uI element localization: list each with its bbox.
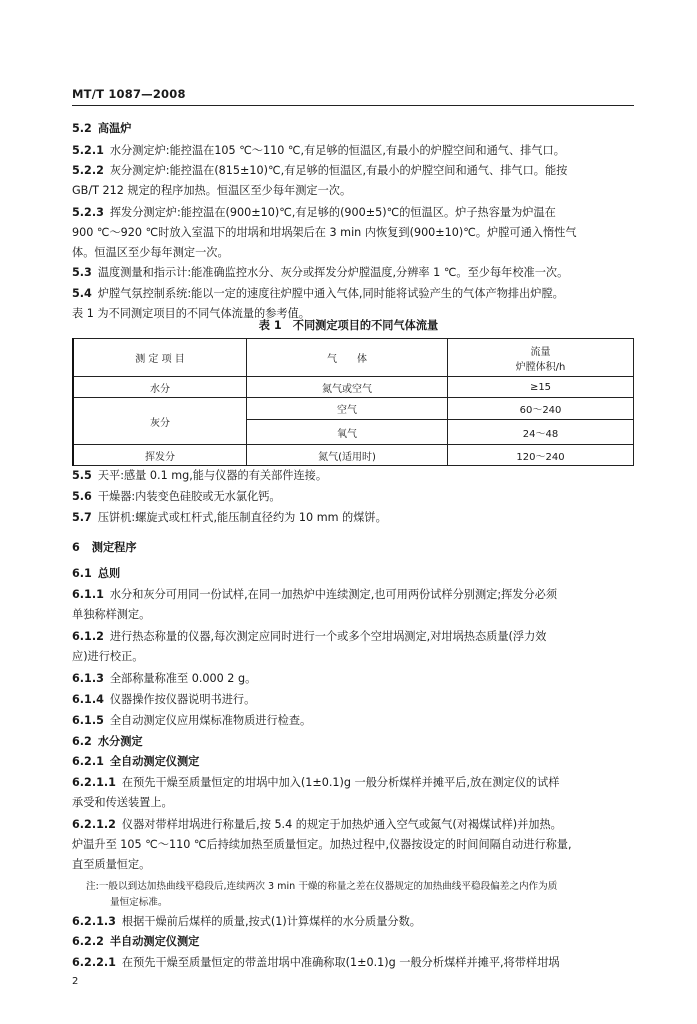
clause-5-6 bbox=[72, 487, 634, 507]
clause-5-2-3 bbox=[72, 203, 634, 223]
clause-5-4-line2: 表 1 为不同测定项目的不同气体流量的参考值。 bbox=[72, 307, 310, 320]
clause-5-5 bbox=[72, 466, 634, 486]
header-gas: 气 体 bbox=[247, 339, 448, 377]
clause-5-7 bbox=[72, 508, 634, 528]
clause-text: 全自动测定仪应用煤标准物质进行检查。 bbox=[109, 714, 312, 727]
clause-6-1-2 bbox=[72, 627, 634, 647]
section-title: 高温炉 bbox=[97, 122, 132, 135]
section-6 bbox=[72, 538, 634, 558]
clause-number: 6.2.1.2 bbox=[72, 818, 116, 831]
clause-text: 水分测定炉:能控温在105 ℃～110 ℃,有足够的恒温区,有最小的炉膛空间和通气、排气口。 bbox=[109, 144, 565, 157]
clause-6-1-5 bbox=[72, 711, 634, 731]
clause-number: 5.4 bbox=[72, 287, 92, 300]
clause-number: 5.7 bbox=[72, 511, 92, 524]
clause-text: 水分和灰分可用同一份试样,在同一加热炉中连续测定,也可用两份试样分别测定;挥发分必须 bbox=[109, 588, 558, 601]
table-header-row bbox=[73, 339, 634, 377]
clause-number: 5.2.1 bbox=[72, 144, 104, 157]
clause-text: 全部称量称准至 0.000 2 g。 bbox=[109, 672, 257, 685]
clause-text: 温度测量和指示计:能准确监控水分、灰分或挥发分炉膛温度,分辨率 1 ℃。至少每年校准一次。 bbox=[97, 266, 569, 279]
section-6-2-2 bbox=[72, 932, 634, 952]
clause-number: 5.6 bbox=[72, 490, 92, 503]
clause-text: 在预先干燥至质量恒定的带盖坩埚中准确称取(1±0.1)g 一般分析煤样并摊平,将带样坩埚 bbox=[121, 956, 560, 969]
clause-6-1-4 bbox=[72, 690, 634, 710]
page-number: 2 bbox=[72, 976, 79, 987]
clause-6-1-1-line2: 单独称样测定。 bbox=[72, 608, 151, 621]
row-flow: 24～48 bbox=[448, 420, 634, 445]
clause-text: 天平:感量 0.1 mg,能与仪器的有关部件连接。 bbox=[97, 469, 328, 482]
clause-number: 6.2.2.1 bbox=[72, 956, 116, 969]
clause-5-2-3-line2: 900 ℃～920 ℃时放入室温下的坩埚和坩埚架后在 3 min 内恢复到(900±10)℃。炉膛可通入惰性气 bbox=[72, 226, 577, 239]
clause-6-1-2-line2: 应)进行校正。 bbox=[72, 650, 144, 663]
row-flow: 60～240 bbox=[448, 398, 634, 420]
section-title: 半自动测定仪测定 bbox=[109, 935, 200, 948]
row-gas: 氮气(适用时) bbox=[247, 445, 448, 466]
clause-number: 5.5 bbox=[72, 469, 92, 482]
clause-5-2-1 bbox=[72, 141, 634, 161]
clause-text: 仪器对带样坩埚进行称量后,按 5.4 的规定于加热炉通入空气或氮气(对褐煤试样)并加热。 bbox=[121, 818, 562, 831]
table-caption: 表 1 不同测定项目的不同气体流量 bbox=[258, 319, 439, 332]
clause-5-4 bbox=[72, 284, 634, 304]
clause-6-2-1-2 bbox=[72, 815, 634, 835]
table-row bbox=[73, 398, 634, 420]
header-item: 测 定 项 目 bbox=[73, 339, 247, 377]
section-title: 水分测定 bbox=[97, 735, 143, 748]
note-line1: 注:一般以到达加热曲线平稳段后,连续两次 3 min 干燥的称量之差在仪器规定的加热曲线平稳段偏差之内作为质 bbox=[86, 881, 558, 892]
clause-text: 进行热态称量的仪器,每次测定应同时进行一个或多个空坩埚测定,对坩埚热态质量(浮力效 bbox=[109, 630, 547, 643]
section-6-2 bbox=[72, 732, 634, 752]
clause-text: 炉膛气氛控制系统:能以一定的速度往炉膛中通入气体,同时能将试验产生的气体产物排出炉膛。 bbox=[97, 287, 564, 300]
gas-flow-table bbox=[72, 338, 634, 466]
clause-number: 6.1.5 bbox=[72, 714, 104, 727]
clause-number: 5.2.2 bbox=[72, 164, 104, 177]
header-flow bbox=[448, 339, 634, 377]
clause-6-2-1-3 bbox=[72, 912, 634, 932]
section-title: 全自动测定仪测定 bbox=[109, 755, 200, 768]
clause-5-2-2-line2: GB/T 212 规定的程序加热。恒温区至少每年测定一次。 bbox=[72, 184, 352, 197]
section-6-2-1 bbox=[72, 752, 634, 772]
section-number: 6.2.2 bbox=[72, 935, 104, 948]
clause-text: 干燥器:内装变色硅胶或无水氯化钙。 bbox=[97, 490, 281, 503]
clause-number: 5.3 bbox=[72, 266, 92, 279]
clause-6-2-1-1 bbox=[72, 773, 634, 793]
row-gas: 氧气 bbox=[247, 420, 448, 445]
table-row bbox=[73, 445, 634, 466]
header-rule bbox=[72, 105, 634, 106]
section-number: 5.2 bbox=[72, 122, 92, 135]
header-flow-line2: 炉膛体积/h bbox=[515, 361, 566, 373]
note-line2: 量恒定标准。 bbox=[110, 897, 168, 908]
standard-code: MT/T 1087—2008 bbox=[72, 87, 186, 101]
clause-number: 6.1.1 bbox=[72, 588, 104, 601]
row-item: 挥发分 bbox=[73, 445, 247, 466]
clause-text: 仪器操作按仪器说明书进行。 bbox=[109, 693, 256, 706]
clause-number: 6.1.2 bbox=[72, 630, 104, 643]
clause-6-1-3 bbox=[72, 669, 634, 689]
section-number: 6.1 bbox=[72, 567, 92, 580]
clause-text: 在预先干燥至质量恒定的坩埚中加入(1±0.1)g 一般分析煤样并摊平后,放在测定仪的试样 bbox=[121, 776, 560, 789]
row-gas: 氮气或空气 bbox=[247, 377, 448, 398]
clause-6-2-2-1 bbox=[72, 953, 634, 973]
row-gas: 空气 bbox=[247, 398, 448, 420]
row-flow: 120～240 bbox=[448, 445, 634, 466]
clause-5-3 bbox=[72, 263, 634, 283]
section-title: 测定程序 bbox=[91, 541, 137, 554]
section-6-1 bbox=[72, 564, 634, 584]
clause-number: 6.1.4 bbox=[72, 693, 104, 706]
clause-6-2-1-2-line2: 炉温升至 105 ℃～110 ℃后持续加热至质量恒定。加热过程中,仪器按设定的时间间隔自动进行称量, bbox=[72, 838, 572, 851]
clause-number: 6.1.3 bbox=[72, 672, 104, 685]
clause-6-2-1-1-line2: 承受和传送装置上。 bbox=[72, 796, 173, 809]
clause-number: 6.2.1.1 bbox=[72, 776, 116, 789]
clause-5-2-3-line3: 体。恒温区至少每年测定一次。 bbox=[72, 246, 229, 259]
clause-number: 5.2.3 bbox=[72, 206, 104, 219]
section-number: 6 bbox=[72, 541, 80, 554]
section-number: 6.2 bbox=[72, 735, 92, 748]
row-item: 灰分 bbox=[73, 398, 247, 445]
clause-5-2-2 bbox=[72, 161, 634, 181]
section-number: 6.2.1 bbox=[72, 755, 104, 768]
clause-text: 压饼机:螺旋式或杠杆式,能压制直径约为 10 mm 的煤饼。 bbox=[97, 511, 387, 524]
table-row bbox=[73, 377, 634, 398]
clause-number: 6.2.1.3 bbox=[72, 915, 116, 928]
row-item: 水分 bbox=[73, 377, 247, 398]
clause-6-1-1 bbox=[72, 585, 634, 605]
section-title: 总则 bbox=[97, 567, 121, 580]
clause-6-2-1-2-line3: 直至质量恒定。 bbox=[72, 858, 151, 871]
header-flow-line1: 流量 bbox=[530, 346, 551, 358]
section-5-2 bbox=[72, 119, 634, 139]
clause-text: 根据干燥前后煤样的质量,按式(1)计算煤样的水分质量分数。 bbox=[121, 915, 421, 928]
clause-text: 挥发分测定炉:能控温在(900±10)℃,有足够的(900±5)℃的恒温区。炉子热容量为炉温在 bbox=[109, 206, 556, 219]
clause-text: 灰分测定炉:能控温在(815±10)℃,有足够的恒温区,有最小的炉膛空间和通气、排气口。能按 bbox=[109, 164, 568, 177]
row-flow: ≥15 bbox=[448, 377, 634, 398]
